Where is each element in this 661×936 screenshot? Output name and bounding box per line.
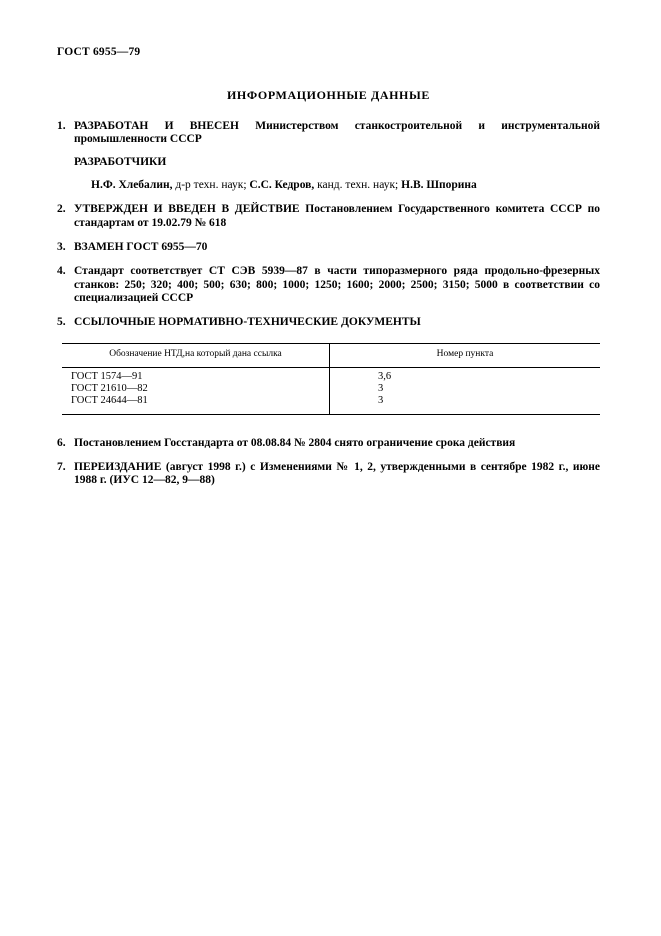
list-item-1 <box>57 120 600 192</box>
table-cell-punkt: 3 <box>378 382 384 394</box>
developer-name: С.С. Кедров, <box>249 178 315 191</box>
table-cell-punkt: 3 <box>378 395 384 407</box>
table-cell-ntd: ГОСТ 1574—91 <box>71 370 143 382</box>
info-list <box>57 120 600 488</box>
item-text: РАЗРАБОТАН И ВНЕСЕН Министерством станкостроительной и инструментальной промышленности СССР <box>74 120 600 146</box>
developer-name: Н.В. Шпорина <box>401 178 477 191</box>
list-item-2 <box>57 203 600 230</box>
item-number: 5. <box>57 316 66 329</box>
table-header-punkt: Номер пункта <box>436 348 494 359</box>
reference-table-body <box>62 368 600 414</box>
list-item-5 <box>57 316 600 329</box>
item-text: УТВЕРЖДЕН И ВВЕДЕН В ДЕЙСТВИЕ Постановлением Государственного комитета СССР по стандартам от 19.02.79 № 618 <box>74 203 600 229</box>
developers-heading: РАЗРАБОТЧИКИ <box>74 155 167 168</box>
item-number: 6. <box>57 436 66 449</box>
item-text: Постановлением Госстандарта от 08.08.84 № 2804 снято ограничение срока действия <box>74 436 516 449</box>
doc-number: ГОСТ 6955—79 <box>57 46 141 58</box>
reference-table <box>62 343 600 415</box>
table-column-punkt <box>330 368 600 414</box>
table-header-ntd: Обозначение НТД,на который дана ссылка <box>62 344 330 367</box>
table-column-ntd <box>62 368 330 414</box>
item-number: 3. <box>57 240 66 253</box>
reference-table-header <box>62 344 600 368</box>
item-number: 1. <box>57 120 66 132</box>
list-item-4 <box>57 265 600 305</box>
item-text: Стандарт соответствует СТ СЭВ 5939—87 в части типоразмерного ряда продольно-фрезерных станков: 250; 320; 400; 500; 630; 800; 1000; 1250; 1600; 2000; 2500; 3150; 5000 в соответствии со специализацией СССР <box>74 265 600 304</box>
developers-line <box>91 179 600 192</box>
list-item-3 <box>57 241 600 254</box>
item-text: ВЗАМЕН ГОСТ 6955—70 <box>74 240 208 253</box>
item-number: 4. <box>57 265 66 278</box>
list-item-7 <box>57 461 600 488</box>
developer-degree: канд. техн. наук; <box>314 178 402 191</box>
developer-name: Н.Ф. Хлебалин, <box>91 178 173 191</box>
table-cell-ntd: ГОСТ 21610—82 <box>71 382 148 394</box>
page-title: ИНФОРМАЦИОННЫЕ ДАННЫЕ <box>227 88 430 102</box>
table-cell-punkt: 3,6 <box>378 370 392 382</box>
table-cell-ntd: ГОСТ 24644—81 <box>71 395 148 407</box>
item-text: ССЫЛОЧНЫЕ НОРМАТИВНО-ТЕХНИЧЕСКИЕ ДОКУМЕНТЫ <box>74 316 421 329</box>
item-number: 2. <box>57 203 66 216</box>
item-body <box>74 120 600 192</box>
developer-degree: д-р техн. наук; <box>172 178 250 191</box>
item-text: ПЕРЕИЗДАНИЕ (август 1998 г.) с Изменениями № 1, 2, утвержденными в сентябре 1982 г., июне 1988 г. (ИУС 12—82, 9—88) <box>74 461 600 487</box>
item-number: 7. <box>57 461 66 474</box>
list-item-6 <box>57 437 600 450</box>
